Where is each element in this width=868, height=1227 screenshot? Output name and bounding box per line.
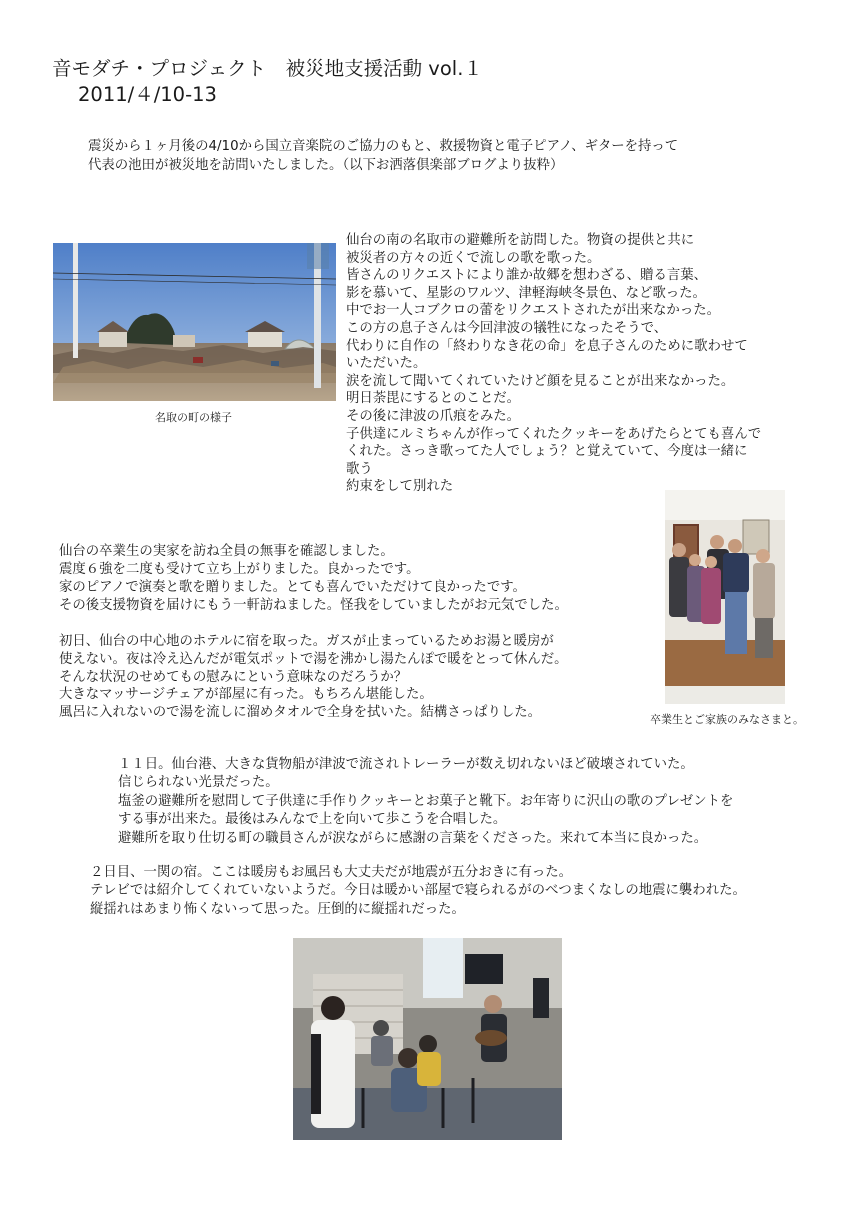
text-line: 代わりに自作の「終わりなき花の命」を息子さんのために歌わせて: [346, 338, 748, 354]
text-line: 皆さんのリクエストにより誰か故郷を想わざる、贈る言葉、: [346, 268, 708, 284]
text-line: 縦揺れはあまり怖くないって思った。圧倒的に縦揺れだった。: [90, 901, 465, 917]
text-line: 約束をして別れた: [346, 479, 454, 495]
text-line: 子供達にルミちゃんが作ってくれたクッキーをあげたらとても喜んで: [346, 426, 762, 442]
text-line: 明日荼毘にするとのことだ。: [346, 391, 521, 407]
text-line: テレビでは紹介してくれていないようだ。今日は暖かい部屋で寝られるがのべつまくなしの地震に襲われた。: [90, 883, 746, 899]
text-line: 影を慕いて、星影のワルツ、津軽海峡冬景色、など歌った。: [346, 285, 706, 301]
graduate-paragraph: [59, 543, 568, 615]
text-line: 被災者の方々の近くで流しの歌を歌った。: [346, 250, 601, 266]
text-line: 歌う: [346, 461, 373, 477]
page-date: 2011/４/10-13: [78, 83, 217, 106]
text-line: する事が出来た。最後はみんなで上を向いて歩こうを合唱した。: [118, 812, 507, 828]
text-line: 避難所を取り仕切る町の職員さんが涙ながらに感謝の言葉をくださった。来れて本当に良かった。: [118, 830, 708, 846]
text-line: 中でお一人コブクロの蕾をリクエストされたが出来なかった。: [346, 303, 720, 319]
hotel-paragraph: [59, 633, 568, 722]
text-line: 涙を流して聞いてくれていたけど顔を見ることが出来なかった。: [346, 373, 735, 389]
day2-paragraph: [90, 864, 746, 919]
text-line: くれた。さっき歌ってた人でしょう？と覚えていて、今度は一緒に: [346, 444, 748, 460]
shelter-performance-photo: [293, 938, 562, 1140]
intro-paragraph: [88, 138, 678, 175]
natori-paragraph: [346, 232, 761, 496]
text-line: その後支援物資を届けにもう一軒訪ねました。怪我をしていましたがお元気でした。: [59, 598, 568, 614]
natori-town-photo: [53, 243, 336, 401]
family-group-photo: [665, 490, 785, 704]
text-line: いただいた。: [346, 356, 427, 372]
text-line: 使えない。夜は冷え込んだが電気ポットで湯を沸かし湯たんぽで暖をとって休んだ。: [59, 651, 568, 667]
text-line: 震災から１ヶ月後の4/10から国立音楽院のご協力のもと、救援物資と電子ピアノ、ギターを持って: [88, 139, 679, 154]
text-line: 風呂に入れないので湯を流しに溜めタオルで全身を拭いた。結構さっぱりした。: [59, 705, 542, 721]
text-line: 家のピアノで演奏と歌を贈りました。とても喜んでいただけて良かったです。: [59, 580, 526, 596]
text-line: その後に津波の爪痕をみた。: [346, 408, 521, 424]
text-line: 仙台の南の名取市の避難所を訪問した。物資の提供と共に: [346, 233, 695, 248]
text-line: 初日、仙台の中心地のホテルに宿を取った。ガスが止まっているためお湯と暖房が: [59, 634, 554, 649]
natori-photo-caption: 名取の町の様子: [155, 411, 232, 424]
text-line: １１日。仙台港、大きな貨物船が津波で流されトレーラーが数え切れないほど破壊されていた。: [118, 757, 694, 772]
family-photo-caption: 卒業生とご家族のみなさまと。: [650, 713, 804, 726]
text-line: 塩釜の避難所を慰問して子供達に手作りクッキーとお菓子と靴下。お年寄りに沢山の歌のプレゼントを: [118, 793, 734, 809]
text-line: 震度６強を二度も受けて立ち上がりました。良かったです。: [59, 562, 420, 578]
text-line: そんな状況のせめてもの慰みにという意味なのだろうか？: [59, 669, 408, 685]
text-line: 大きなマッサージチェアが部屋に有った。もちろん堪能した。: [59, 687, 433, 703]
page-title: 音モダチ・プロジェクト 被災地支援活動 vol.１: [52, 57, 483, 80]
day11-paragraph: [118, 756, 733, 848]
text-line: 代表の池田が被災地を訪問いたしました。（以下お洒落倶楽部ブログより抜粋）: [88, 157, 564, 173]
text-line: この方の息子さんは今回津波の犠牲になったそうで、: [346, 320, 668, 336]
text-line: 信じられない光景だった。: [118, 775, 279, 791]
text-line: ２日目、一関の宿。ここは暖房もお風呂も大丈夫だが地震が五分おきに有った。: [90, 865, 573, 880]
text-line: 仙台の卒業生の実家を訪ね全員の無事を確認しました。: [59, 544, 394, 559]
